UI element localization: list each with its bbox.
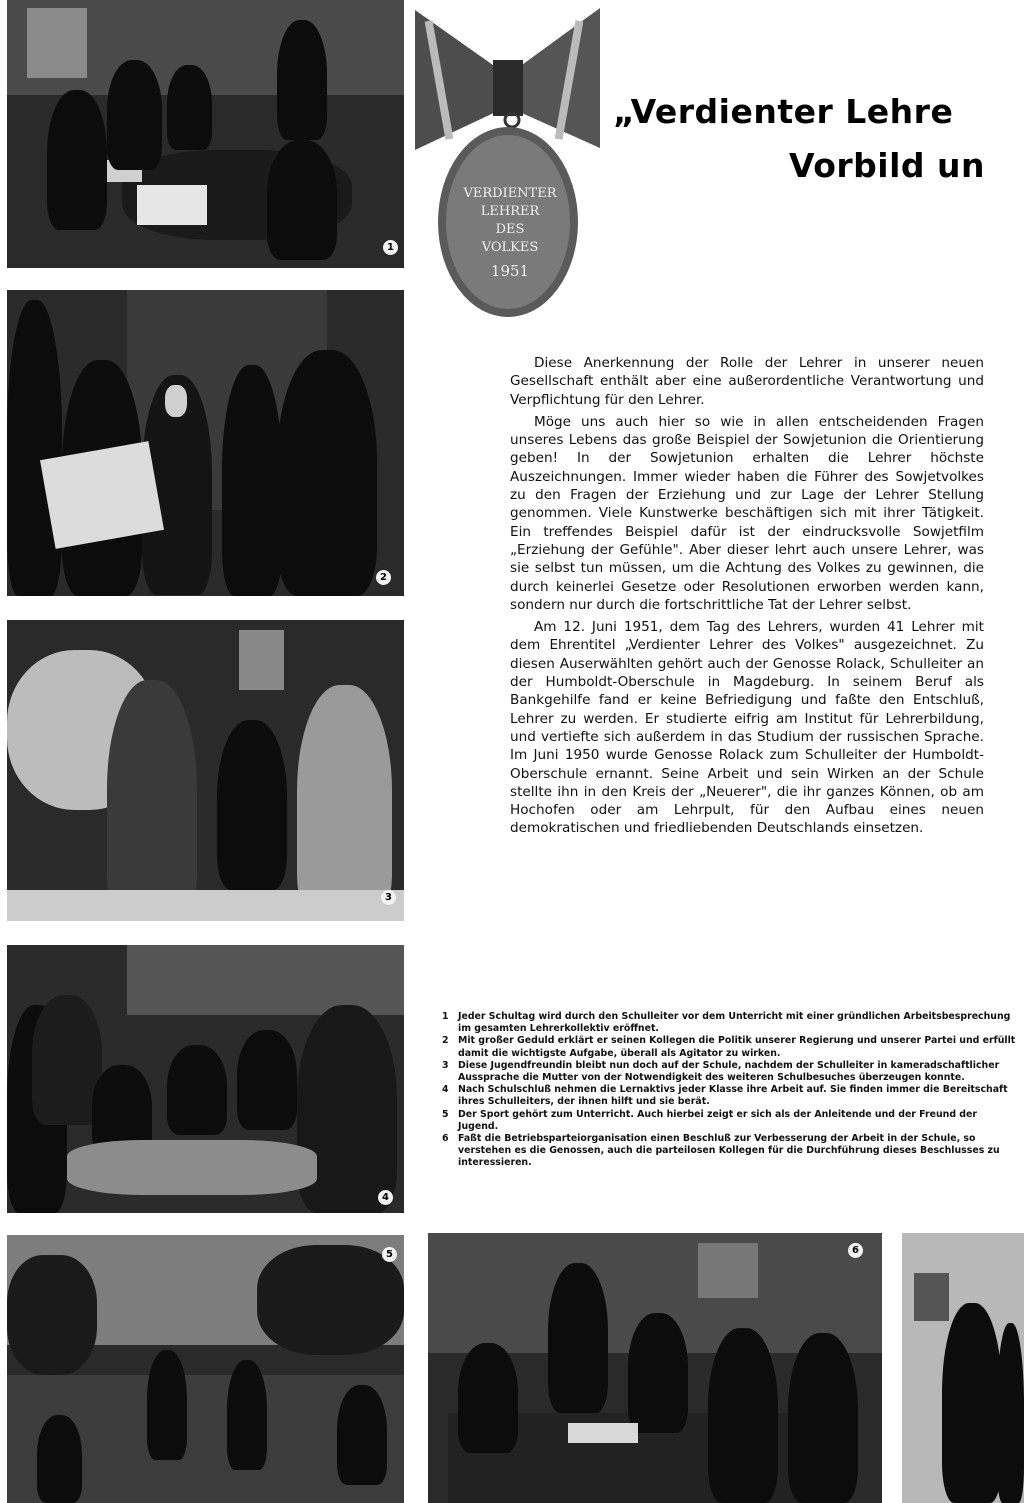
- photo-number: 2: [376, 570, 391, 585]
- caption-text: Nach Schulschluß nehmen die Lernaktivs jeder Klasse ihre Arbeit auf. Sie finden immer die Bereitschaft ihres Schulleiters, der ihnen hilft und sie berät.: [458, 1084, 1008, 1108]
- photo-number: 6: [848, 1243, 863, 1258]
- caption-number: 4: [442, 1084, 449, 1096]
- photo-6: [428, 1233, 882, 1503]
- photo-5: [7, 1235, 404, 1503]
- caption-2: [442, 1035, 1017, 1059]
- medal-line-4: VOLKES: [481, 240, 539, 255]
- photo-captions: [442, 1011, 1017, 1170]
- headline-line-1: „Verdienter Lehre: [613, 92, 954, 131]
- caption-text: Diese Jugendfreundin bleibt nun doch auf der Schule, nachdem der Schulleiter in kameradschaftlicher Aussprache die Mutter von der Notwendigkeit des weiteren Schulbesuches überzeugen konnte.: [458, 1059, 1000, 1084]
- caption-number: 5: [442, 1108, 449, 1120]
- photo-number: 4: [378, 1190, 393, 1205]
- caption-4: [442, 1084, 1017, 1108]
- article-paragraph-3: Am 12. Juni 1951, dem Tag des Lehrers, wurden 41 Lehrer mit dem Ehrentitel „Verdienter Lehrer des Volkes" ausgezeichnet. Zu diesen Auserwählten gehört auch der Genosse Rolack, Schulleiter an der Humboldt-Oberschule in Magdeburg. In seinem Beruf als Bankgehilfe fand er keine Befriedigung und faßte den Entschluß, Lehrer zu werden. Er studierte eifrig am Institut für Lehrerbildung, und vertiefte sich außerdem in das Studium der russischen Sprache. Im Juni 1950 wurde Genosse Rolack zum Schulleiter der Humboldt-Oberschule ernannt. Seine Arbeit und sein Wirken an der Schule stellte ihn in den Kreis der „Neuerer", die ihr ganzes Können, ob am Hochofen oder am Lehrpult, für den Aufbau eines neuen demokratischen und friedliebenden Deutschlands einsetzen.: [510, 619, 984, 837]
- caption-text: Jeder Schultag wird durch den Schulleiter vor dem Unterricht mit einer gründlichen Arbeitsbesprechung im gesamten Lehrerkollektiv eröffnet.: [458, 1011, 1011, 1035]
- caption-5: [442, 1109, 1017, 1133]
- photo-3: [7, 620, 404, 921]
- article-paragraph-2: Möge uns auch hier so wie in allen entscheidenden Fragen unseres Lebens das große Beispiel der Sowjetunion die Orientierung geben! In der Sowjetunion erhalten die Lehrer höchste Auszeichnungen. Immer wieder haben die Führer des Sowjetvolkes zu den Fragen der Erziehung und zur Lage der Lehrer Stellung genommen. Viele Kunstwerke beschäftigen sich mit ihrer Tätigkeit. Ein treffendes Beispiel dafür ist der eindrucksvolle Sowjetfilm „Erziehung der Gefühle". Aber dieser lehrt auch unsere Lehrer, was sie selbst tun müssen, um die Achtung des Volkes zu gewinnen, die durch keinerlei Gesetze oder Resolutionen erworben werden kann, sondern nur durch die fortschrittliche Tat der Lehrer selbst.: [510, 413, 984, 613]
- caption-1: [442, 1011, 1017, 1035]
- caption-3: [442, 1060, 1017, 1084]
- caption-text: Der Sport gehört zum Unterricht. Auch hierbei zeigt er sich als der Anleitende und der Freund der Jugend.: [458, 1108, 977, 1132]
- medal-illustration: [405, 0, 610, 340]
- caption-text: Mit großer Geduld erklärt er seinen Kollegen die Politik unserer Regierung und unserer Partei und erfüllt damit die wichtigste Aufgabe, überall als Agitator zu wirken.: [458, 1035, 1016, 1059]
- article-paragraph-1: Diese Anerkennung der Rolle der Lehrer in unserer neuen Gesellschaft enthält aber eine außerordentliche Verantwortung und Verpflichtung für den Lehrer.: [510, 355, 984, 408]
- photo-number: 1: [383, 240, 398, 255]
- caption-6: [442, 1133, 1017, 1170]
- photo-4: [7, 945, 404, 1213]
- medal-line-5: 1951: [490, 262, 530, 280]
- medal-line-1: VERDIENTER: [463, 186, 557, 201]
- photo-2: [7, 290, 404, 596]
- medal-line-3: DES: [495, 222, 525, 237]
- article-body: [510, 354, 984, 842]
- caption-number: 6: [442, 1133, 449, 1145]
- caption-number: 1: [442, 1011, 449, 1022]
- photo-number: 3: [381, 890, 396, 905]
- photo-1: [7, 0, 404, 268]
- medal-line-2: LEHRER: [480, 204, 540, 219]
- caption-number: 3: [442, 1059, 449, 1071]
- headline-line-2: Vorbild un: [789, 146, 986, 185]
- caption-text: Faßt die Betriebsparteiorganisation einen Beschluß zur Verbesserung der Arbeit in der Schule, so verstehen es die Genossen, auch die parteilosen Kollegen für die Durchführung dieses Beschlusses zu interessieren.: [458, 1133, 1000, 1169]
- photo-number: 5: [382, 1247, 397, 1262]
- caption-number: 2: [442, 1035, 449, 1047]
- photo-7: [902, 1233, 1024, 1503]
